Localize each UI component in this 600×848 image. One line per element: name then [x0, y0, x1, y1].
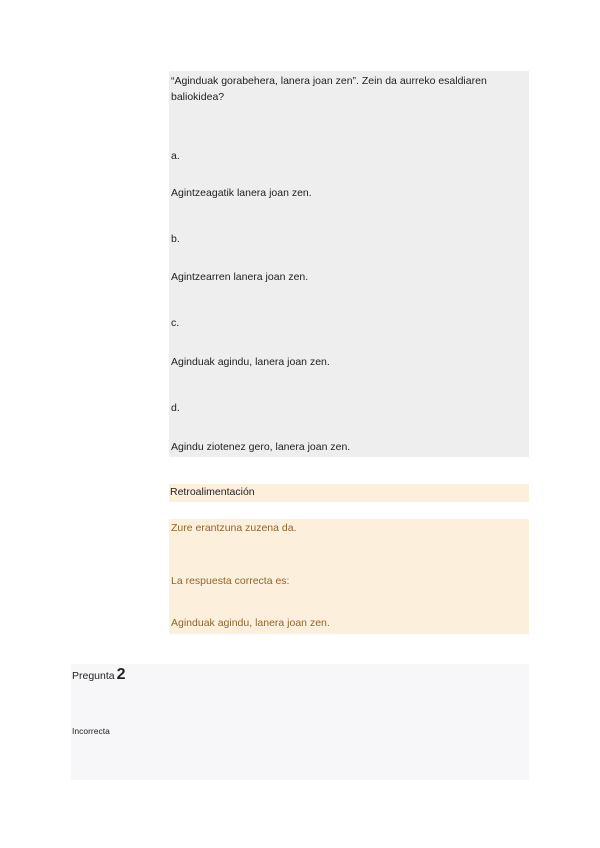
- correct-answer-label: La respuesta correcta es:: [171, 575, 290, 587]
- option-d-letter: d.: [171, 402, 180, 414]
- option-d-text[interactable]: Agindu ziotenez gero, lanera joan zen.: [171, 441, 351, 453]
- option-c-text[interactable]: Aginduak agindu, lanera joan zen.: [171, 356, 330, 368]
- option-c-letter: c.: [171, 317, 180, 329]
- feedback-box: [169, 519, 529, 634]
- question-2-state: Incorrecta: [72, 726, 110, 736]
- option-a-letter: a.: [171, 150, 180, 162]
- question-number: 2: [116, 666, 126, 683]
- question-box: [169, 71, 529, 457]
- option-b-letter: b.: [171, 233, 180, 245]
- feedback-result: Zure erantzuna zuzena da.: [171, 522, 297, 534]
- option-a-text[interactable]: Agintzeagatik lanera joan zen.: [171, 187, 312, 199]
- question-label: Pregunta: [72, 670, 115, 682]
- feedback-heading: [169, 484, 529, 502]
- option-b-text[interactable]: Agintzearren lanera joan zen.: [171, 271, 309, 283]
- correct-answer-text: Aginduak agindu, lanera joan zen.: [171, 617, 330, 629]
- question-2-label: [72, 666, 126, 684]
- question-text: “Aginduak gorabehera, lanera joan zen”. Zein da aurreko esaldiaren baliokidea?: [171, 75, 487, 103]
- feedback-heading-text: Retroalimentación: [170, 486, 255, 498]
- question-2-info: [71, 664, 529, 780]
